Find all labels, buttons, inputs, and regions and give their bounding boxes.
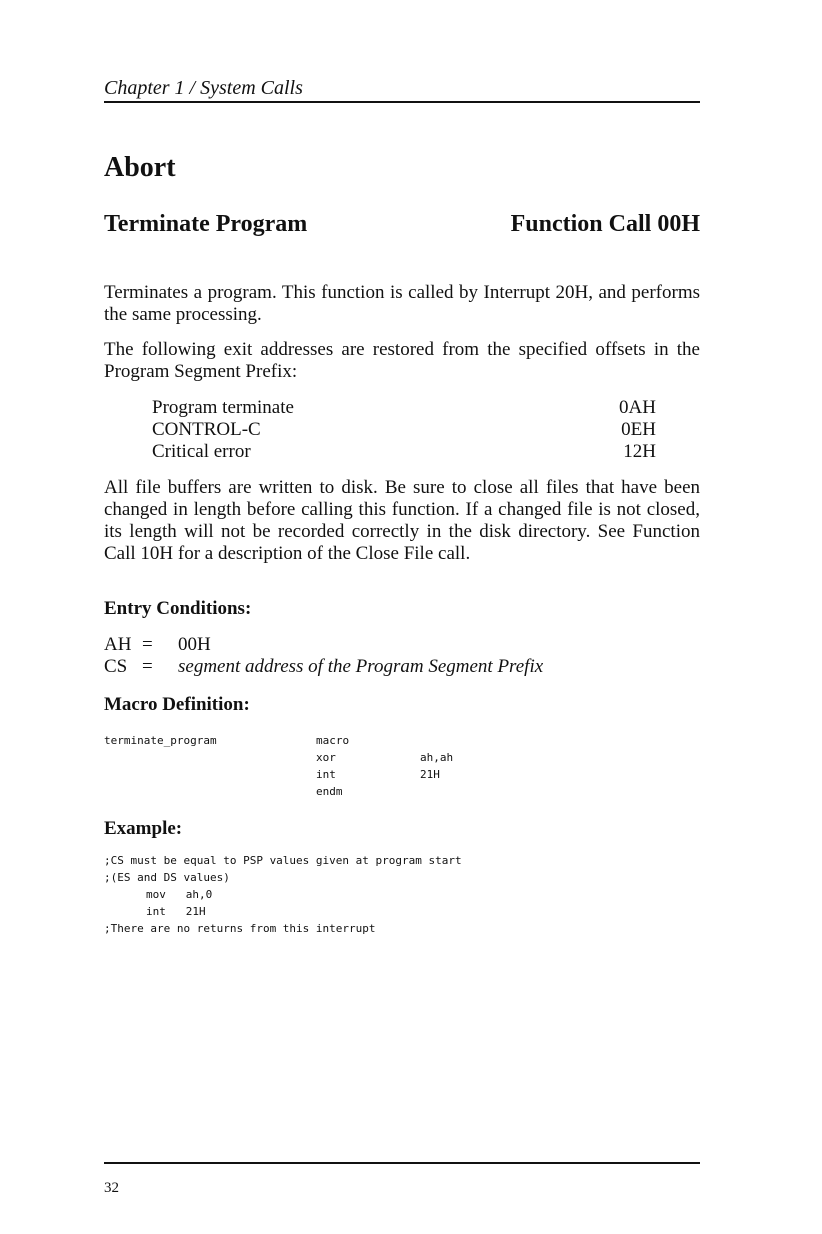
example-code-line: ;There are no returns from this interrupt (104, 922, 376, 935)
macro-arg: 21H (420, 768, 440, 781)
offset-label: Critical error (152, 441, 251, 462)
function-call-number: Function Call 00H (510, 211, 700, 237)
macro-op: macro (316, 734, 350, 747)
offset-value: 0AH (619, 397, 656, 418)
example-heading: Example: (104, 818, 183, 839)
footer-rule (104, 1162, 700, 1164)
offset-label: Program terminate (152, 397, 294, 418)
header-rule (104, 101, 700, 103)
paragraph-file-buffers: All file buffers are written to disk. Be sure to close all files that have been changed in length before calling this function. If a changed file is not closed, its length will not be recorded correctly in the disk directory. See Function Call 10H for a description of the Close File call. (104, 477, 700, 564)
example-code-line: mov ah,0 (146, 888, 213, 901)
macro-op: endm (316, 785, 343, 798)
macro-op: xor (316, 751, 336, 764)
offset-row (152, 397, 656, 419)
example-code-line: int 21H (146, 905, 206, 918)
function-name: Terminate Program (104, 211, 308, 237)
chapter-header: Chapter 1 / System Calls (104, 77, 303, 99)
macro-definition-heading: Macro Definition: (104, 694, 250, 715)
register-name: AH (104, 634, 132, 655)
offset-label: CONTROL-C (152, 419, 261, 440)
register-name: CS (104, 656, 128, 677)
macro-name: terminate_program (104, 734, 217, 747)
offset-row (152, 441, 656, 463)
offset-value: 12H (623, 441, 656, 462)
paragraph-exit-addresses: The following exit addresses are restored from the specified offsets in the Program Segment Prefix: (104, 339, 700, 382)
section-title: Abort (104, 152, 176, 183)
offset-value: 0EH (621, 419, 656, 440)
macro-op: int (316, 768, 336, 781)
equals-sign: = (142, 634, 153, 655)
entry-conditions-heading: Entry Conditions: (104, 598, 252, 619)
offset-row (152, 419, 656, 441)
offsets-table (152, 397, 656, 463)
page-number: 32 (104, 1180, 119, 1196)
paragraph-description: Terminates a program. This function is called by Interrupt 20H, and performs the same processing. (104, 282, 700, 325)
equals-sign: = (142, 656, 153, 677)
example-code-line: ;(ES and DS values) (104, 871, 230, 884)
example-code-line: ;CS must be equal to PSP values given at program start (104, 854, 462, 867)
register-value: segment address of the Program Segment Prefix (178, 656, 544, 677)
entry-row-ah (104, 634, 211, 656)
entry-row-cs (104, 656, 543, 678)
macro-arg: ah,ah (420, 751, 454, 764)
register-value: 00H (178, 634, 211, 655)
